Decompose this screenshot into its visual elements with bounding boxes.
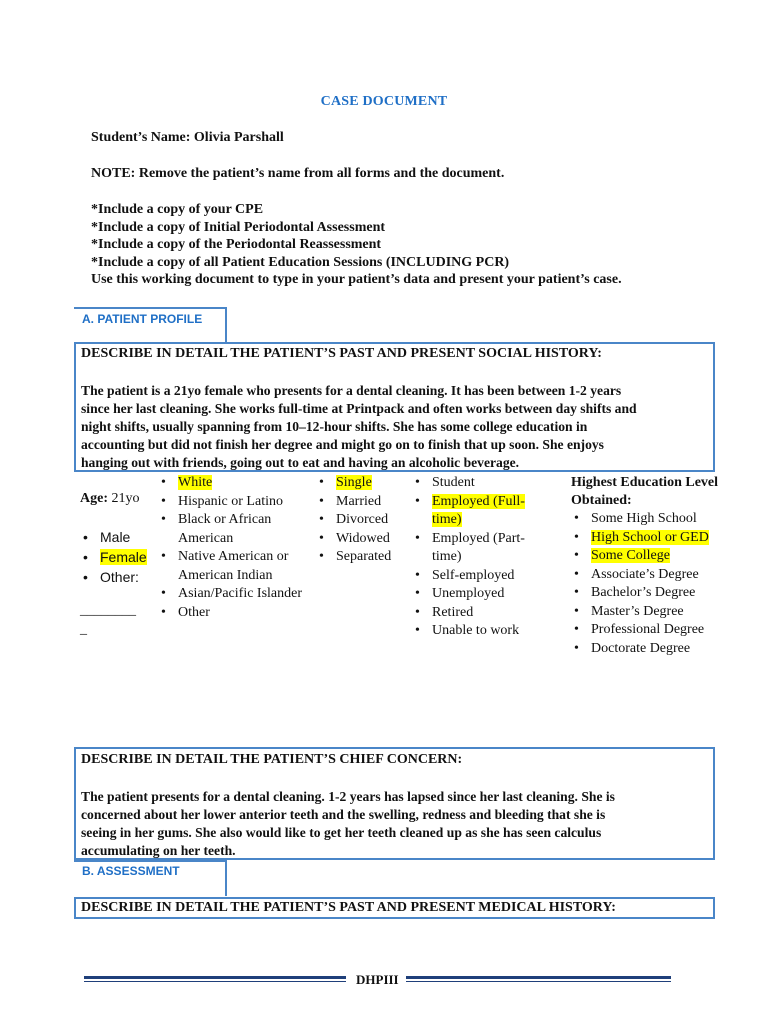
instruction-line: Use this working document to type in your patient’s data and present your patient’s case. — [91, 272, 622, 287]
employment-option: • Employed (Part-time) — [412, 530, 540, 567]
race-option: • Asian/Pacific Islander — [158, 585, 308, 604]
gender-option-male: • Male — [80, 527, 160, 547]
other-blank-line: ________ — [80, 603, 136, 618]
gender-option-female: • Female — [80, 547, 160, 567]
employment-option: • Retired — [412, 604, 540, 623]
education-list — [571, 510, 721, 658]
note-line: NOTE: Remove the patient’s name from all forms and the document. — [91, 166, 505, 181]
race-option: • Black or African American — [158, 511, 308, 548]
social-history-line: since her last cleaning. She works full-time at Printpack and often works between day shifts and — [81, 401, 637, 416]
race-list — [158, 474, 308, 622]
employment-option: • Student — [412, 474, 540, 493]
section-a-label: A. PATIENT PROFILE — [82, 312, 203, 326]
document-title: CASE DOCUMENT — [320, 94, 448, 109]
student-name-value: Olivia Parshall — [193, 130, 284, 145]
education-option: • Associate’s Degree — [571, 566, 721, 585]
include-line-2: *Include a copy of Initial Periodontal Assessment — [91, 219, 386, 235]
section-b-label: B. ASSESSMENT — [82, 864, 180, 878]
student-name-label: Student’s Name: — [91, 130, 191, 145]
student-name-line — [91, 130, 284, 146]
race-option: • White — [158, 474, 308, 493]
employment-option: • Unemployed — [412, 585, 540, 604]
education-option: • Some High School — [571, 510, 721, 529]
marital-status-list — [316, 474, 406, 567]
social-history-heading: DESCRIBE IN DETAIL THE PATIENT’S PAST AND PRESENT SOCIAL HISTORY: — [81, 346, 602, 361]
chief-concern-text — [81, 788, 711, 860]
education-heading: Highest Education Level Obtained: — [571, 475, 719, 508]
education-option: • High School or GED — [571, 529, 721, 548]
education-option: • Some College — [571, 547, 721, 566]
marital-option: • Separated — [316, 548, 406, 567]
education-option: • Doctorate Degree — [571, 640, 721, 659]
social-history-line: hanging out with friends, going out to eat and having an alcoholic beverage. — [81, 455, 520, 470]
other-blank-line-2: _ — [80, 622, 87, 637]
marital-option: • Single — [316, 474, 406, 493]
include-line-4: *Include a copy of all Patient Education Sessions (INCLUDING PCR) — [91, 254, 510, 270]
chief-concern-line: concerned about her lower anterior teeth and the swelling, redness and bleeding that she is — [81, 807, 606, 822]
age-field — [80, 491, 140, 507]
race-option: • Other — [158, 604, 308, 623]
marital-option: • Widowed — [316, 530, 406, 549]
race-option: • Native American or American Indian — [158, 548, 308, 585]
marital-option: • Married — [316, 493, 406, 512]
education-option: • Bachelor’s Degree — [571, 584, 721, 603]
education-option: • Master’s Degree — [571, 603, 721, 622]
medical-history-heading: DESCRIBE IN DETAIL THE PATIENT’S PAST AND PRESENT MEDICAL HISTORY: — [81, 900, 616, 915]
chief-concern-line: The patient presents for a dental cleaning. 1-2 years has lapsed since her last cleaning. She is — [81, 789, 615, 804]
chief-concern-heading: DESCRIBE IN DETAIL THE PATIENT’S CHIEF CONCERN: — [81, 752, 463, 767]
education-option: • Professional Degree — [571, 621, 721, 640]
footer-rule-left — [84, 976, 346, 982]
include-line-1: *Include a copy of your CPE — [91, 202, 264, 217]
social-history-line: accounting but did not finish her degree and might go on to finish that up soon. She enjoys — [81, 437, 604, 452]
age-label: Age: — [80, 491, 108, 506]
include-line-3: *Include a copy of the Periodontal Reassessment — [91, 237, 382, 252]
chief-concern-line: accumulating on her teeth. — [81, 843, 236, 858]
gender-option-other: • Other: — [80, 567, 160, 587]
footer-label: DHPIII — [356, 972, 399, 987]
gender-list — [80, 527, 160, 587]
employment-option: • Employed (Full-time) — [412, 493, 540, 530]
social-history-text — [81, 382, 711, 472]
race-option: • Hispanic or Latino — [158, 493, 308, 512]
chief-concern-line: seeing in her gums. She also would like to get her teeth cleaned up as she has seen calculus — [81, 825, 602, 840]
employment-option: • Unable to work — [412, 622, 540, 641]
social-history-line: The patient is a 21yo female who presents for a dental cleaning. It has been between 1-2 years — [81, 383, 622, 398]
employment-option: • Self-employed — [412, 567, 540, 586]
age-value: 21yo — [111, 491, 140, 506]
social-history-line: night shifts, usually spanning from 10–12-hour shifts. She has some college education in — [81, 419, 588, 434]
employment-list — [412, 474, 540, 641]
footer-rule-right — [406, 976, 671, 982]
marital-option: • Divorced — [316, 511, 406, 530]
